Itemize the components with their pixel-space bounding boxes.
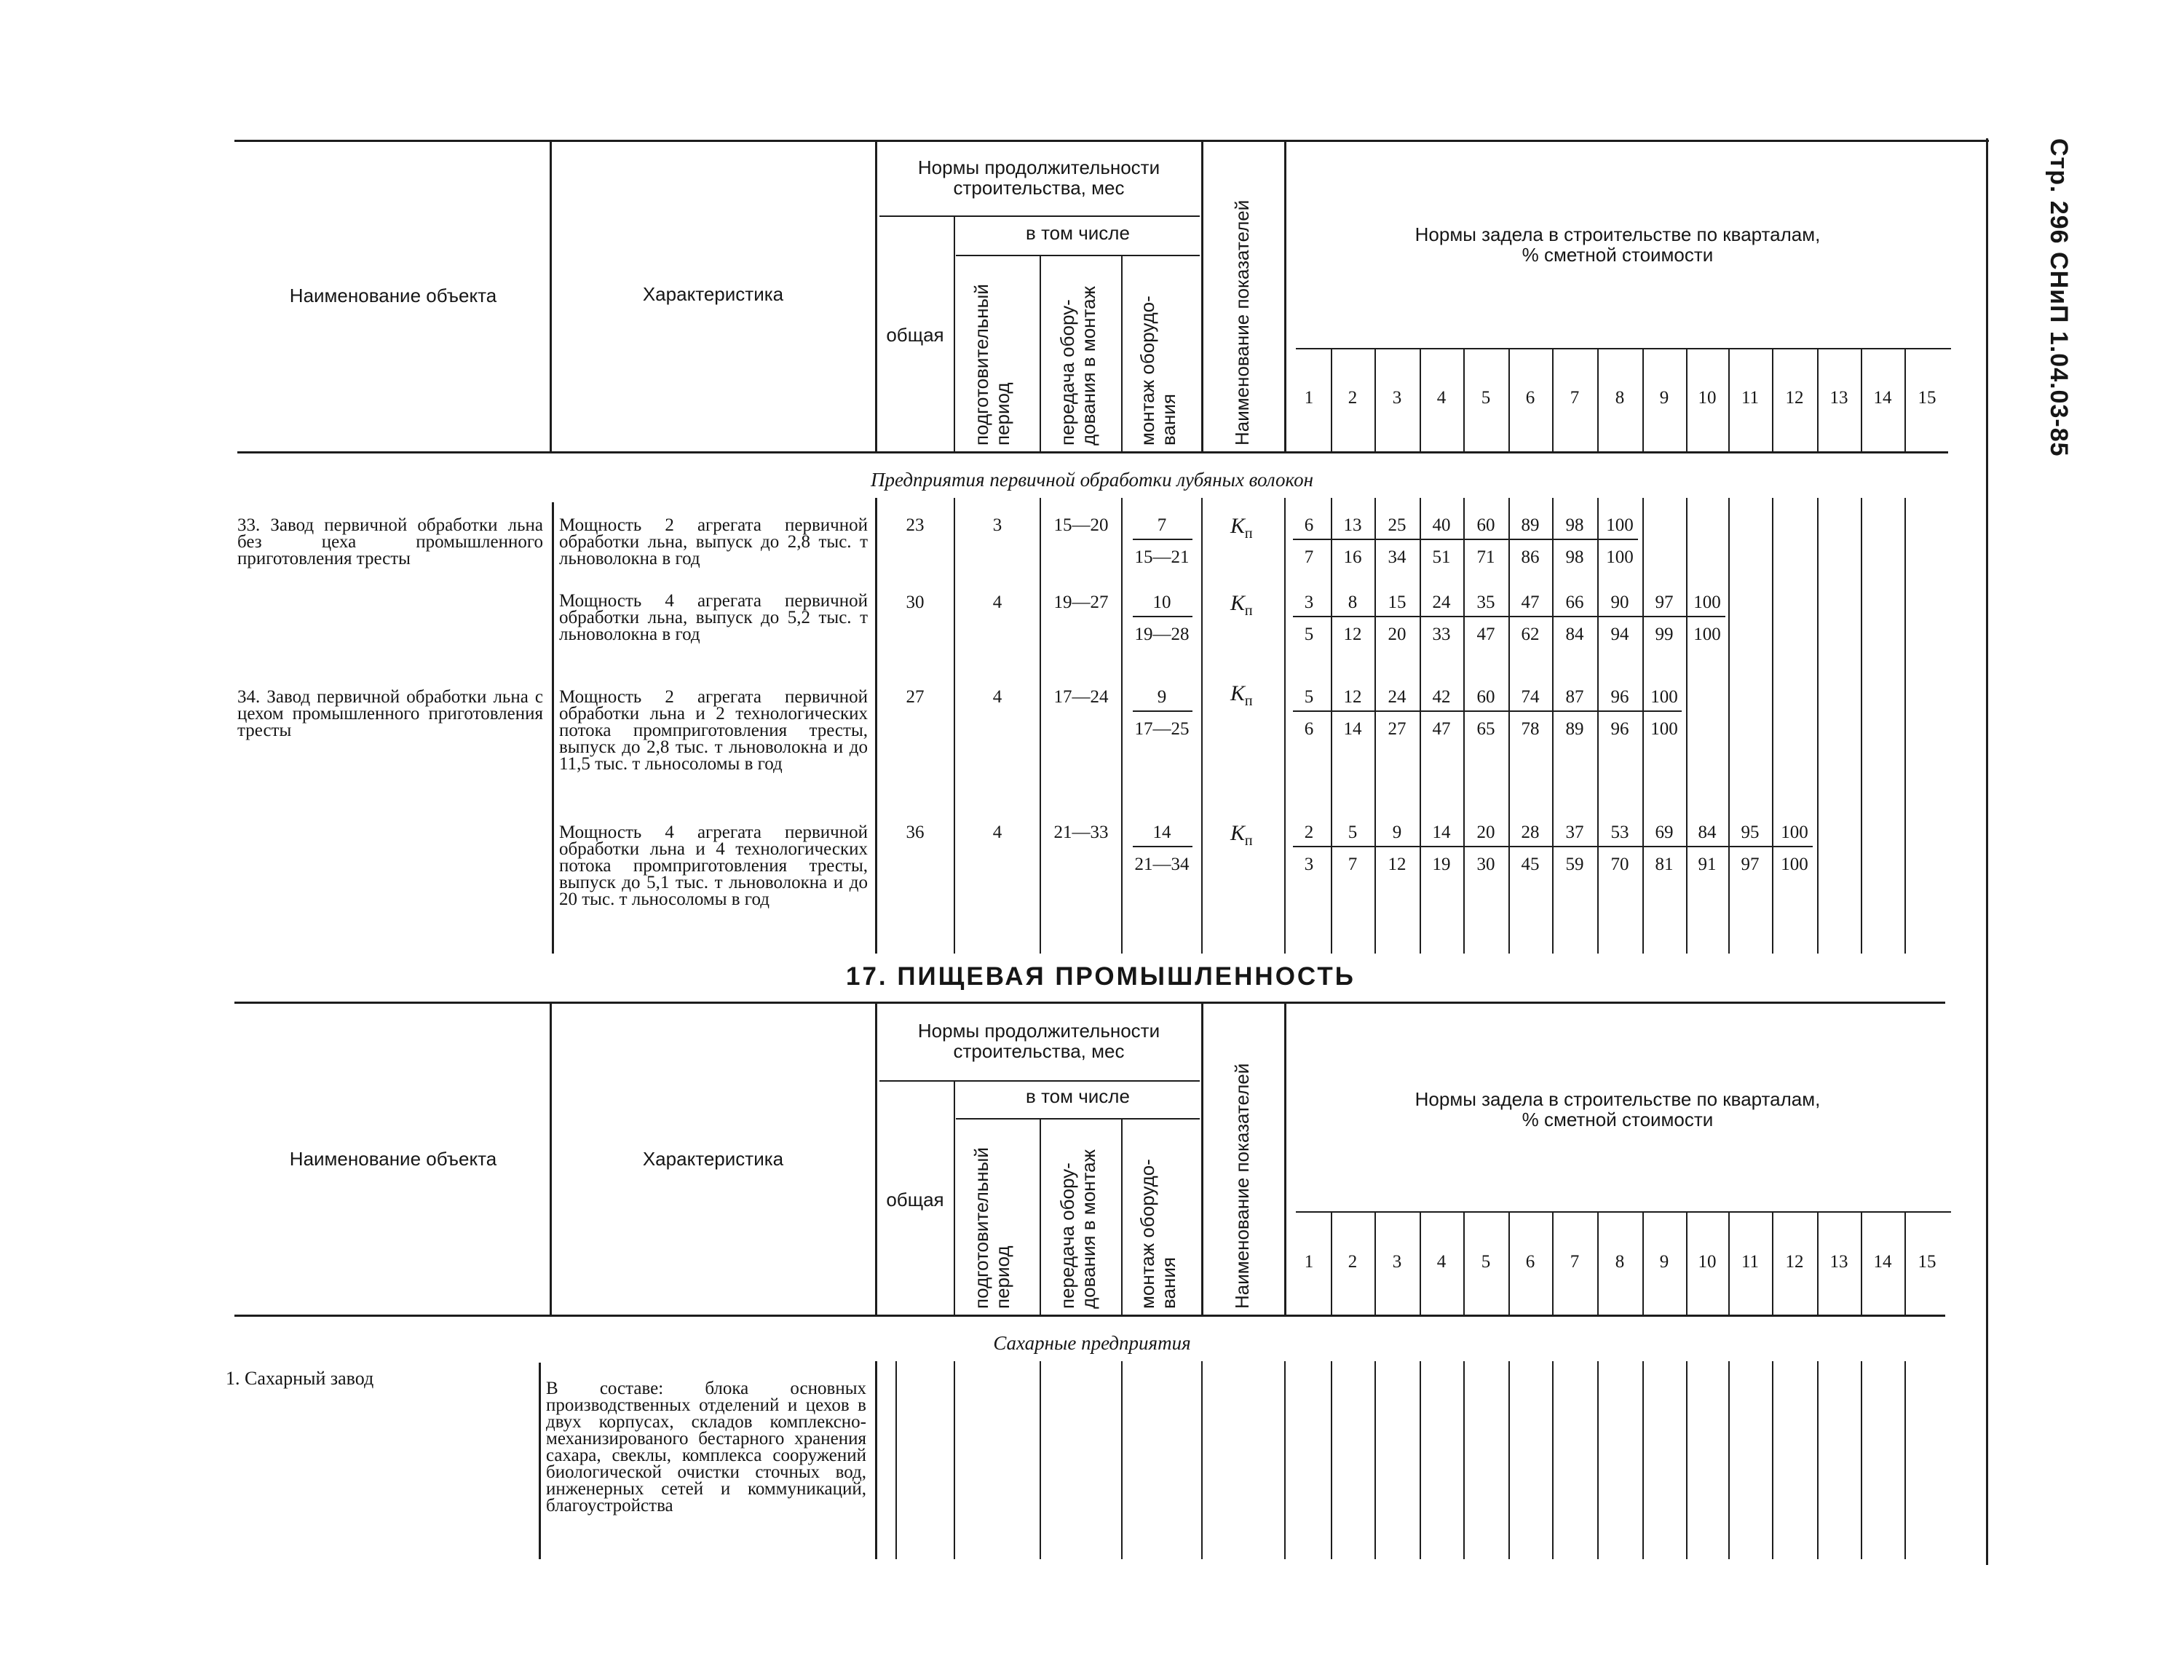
total-duration: 30 [906, 593, 925, 612]
backlog-bottom: 34 [1388, 547, 1406, 567]
body1-col-divider [1772, 498, 1773, 954]
quarter-number: 5 [1481, 388, 1491, 408]
backlog-bottom: 91 [1698, 855, 1717, 874]
header-transfer: передача обору- дования в монтаж [1056, 286, 1099, 445]
object-sugar-plant-characteristic: В составе: блока основных производственных отделений и цехов в двух корпусах, складов комплексно-механизированого бестарного хранения сахара, свеклы, комплекса сооружений биологической очистки сточных вод, инженерных сетей и коммуникаций, благоустройства [546, 1379, 866, 1515]
fraction-bar [1133, 539, 1192, 540]
backlog-bottom: 14 [1343, 719, 1362, 739]
backlog-top: 90 [1610, 593, 1629, 612]
body2-col-divider [875, 1361, 877, 1559]
header-total: общая [886, 1189, 944, 1211]
quarter-number: 7 [1570, 388, 1580, 408]
indicator-kp: $К_п$ [1230, 681, 1253, 709]
body1-col-divider [1284, 498, 1286, 954]
backlog-bottom: 5 [1304, 625, 1314, 644]
backlog-bottom: 45 [1521, 855, 1540, 874]
body2-col-divider [1642, 1361, 1644, 1559]
table2-top-rule [234, 1002, 1945, 1004]
assembly-top: 7 [1157, 515, 1167, 535]
body1-col-divider [1861, 498, 1862, 954]
body2-col-divider [1420, 1361, 1421, 1559]
equipment-transfer: 17—24 [1053, 687, 1109, 707]
backlog-top: 60 [1476, 687, 1495, 707]
assembly-bottom: 15—21 [1134, 547, 1190, 567]
equipment-transfer: 15—20 [1053, 515, 1109, 535]
prep-period: 3 [992, 515, 1002, 535]
fraction-bar [1133, 846, 1192, 847]
header-object-name: Наименование объекта [289, 285, 497, 306]
header-indicator: Наименование показателей [1231, 1063, 1253, 1309]
backlog-bottom: 71 [1476, 547, 1495, 567]
quarter-number: 14 [1873, 1252, 1892, 1272]
backlog-bottom: 47 [1432, 719, 1451, 739]
backlog-bottom: 51 [1432, 547, 1451, 567]
backlog-bottom: 100 [1606, 547, 1634, 567]
quarter-number: 10 [1698, 1252, 1717, 1272]
assembly-top: 10 [1152, 593, 1171, 612]
backlog-bottom: 98 [1565, 547, 1584, 567]
backlog-top: 28 [1521, 823, 1540, 842]
object-34-variant-1-characteristic: Мощность 2 агрегата первичной обработки льна и 2 технологических потока промприготовления тресты, выпуск до 2,8 тыс. т льноволокна и до 11,5 тыс. т льносоломы в год [559, 687, 868, 774]
backlog-top: 37 [1565, 823, 1584, 842]
header-duration-line1: Нормы продолжительности [917, 1020, 1160, 1042]
backlog-top: 53 [1610, 823, 1629, 842]
prep-period: 4 [992, 593, 1002, 612]
quarter-number: 4 [1436, 388, 1447, 408]
backlog-top: 89 [1521, 515, 1540, 535]
header-assembly: монтаж оборудо- вания [1136, 1159, 1179, 1309]
table2-col-divider [1121, 1120, 1123, 1315]
quarter-number: 2 [1348, 388, 1358, 408]
backlog-top: 3 [1304, 593, 1314, 612]
backlog-bottom: 3 [1304, 855, 1314, 874]
backlog-top: 100 [1650, 687, 1678, 707]
section2-subtitle: Сахарные предприятия [993, 1332, 1191, 1354]
object-33-name: 33. Завод первичной обработки льна без цеха промышленного приготовления тресты [237, 515, 543, 568]
backlog-bottom: 33 [1432, 625, 1451, 644]
body2-col-divider [539, 1363, 541, 1559]
fraction-bar [1293, 616, 1725, 617]
backlog-top: 66 [1565, 593, 1584, 612]
backlog-top: 35 [1476, 593, 1495, 612]
header-duration-line2: строительства, мес [953, 1040, 1125, 1062]
quarter-number: 11 [1741, 388, 1760, 408]
body2-col-divider [1508, 1361, 1510, 1559]
backlog-bottom: 100 [1693, 625, 1721, 644]
backlog-bottom: 27 [1388, 719, 1406, 739]
object-34-variant-2-characteristic: Мощность 4 агрегата первичной обработки льна и 4 технологических потока промприготовления тресты, выпуск до 5,1 тыс. т льноволокна и до 20 тыс. т льносоломы в год [559, 823, 868, 909]
header-including: в том числе [1026, 1085, 1130, 1107]
right-margin-rule [1986, 138, 1988, 1565]
backlog-top: 98 [1565, 515, 1584, 535]
backlog-bottom: 78 [1521, 719, 1540, 739]
object-sugar-plant-name: 1. Сахарный завод [226, 1368, 374, 1389]
body1-col-divider [1904, 498, 1906, 954]
body1-col-divider [875, 498, 877, 954]
backlog-top: 24 [1432, 593, 1451, 612]
header-characteristic: Характеристика [642, 1148, 784, 1170]
body1-col-divider [1817, 498, 1819, 954]
body2-col-divider [1040, 1361, 1041, 1559]
backlog-bottom: 6 [1304, 719, 1314, 739]
fraction-bar [1293, 846, 1813, 847]
backlog-bottom: 59 [1565, 855, 1584, 874]
backlog-top: 15 [1388, 593, 1406, 612]
quarter-number: 13 [1829, 1252, 1848, 1272]
body1-col-divider [1728, 498, 1730, 954]
table1-top-rule [234, 140, 1989, 142]
total-duration: 27 [906, 687, 925, 707]
backlog-bottom: 84 [1565, 625, 1584, 644]
body2-col-divider [1817, 1361, 1819, 1559]
quarter-number: 1 [1304, 388, 1314, 408]
header-transfer: передача обору- дования в монтаж [1056, 1149, 1099, 1309]
table2-col-divider [1040, 1120, 1041, 1315]
object-33-variant-1-characteristic: Мощность 2 агрегата первичной обработки льна, выпуск до 2,8 тыс. т льноволокна в год [559, 515, 868, 568]
indicator-kp: $К_п$ [1230, 821, 1253, 849]
backlog-bottom: 97 [1741, 855, 1760, 874]
body2-col-divider [1552, 1361, 1554, 1559]
backlog-top: 97 [1655, 593, 1674, 612]
backlog-top: 25 [1388, 515, 1406, 535]
backlog-top: 20 [1476, 823, 1495, 842]
body1-col-divider [1201, 498, 1203, 954]
body2-col-divider [1861, 1361, 1862, 1559]
body1-col-divider [954, 498, 955, 954]
backlog-top: 96 [1610, 687, 1629, 707]
body1-col-divider [552, 502, 554, 954]
header-backlog-line2: % сметной стоимости [1522, 244, 1714, 266]
backlog-bottom: 86 [1521, 547, 1540, 567]
backlog-top: 74 [1521, 687, 1540, 707]
quarter-number: 3 [1392, 388, 1402, 408]
object-34-name: 34. Завод первичной обработки льна с цехом промышленного приготовления тресты [237, 687, 543, 740]
quarter-number: 3 [1392, 1252, 1402, 1272]
quarter-number: 6 [1525, 1252, 1535, 1272]
header-prep-period: подготовительный период [970, 284, 1013, 445]
table1-col-divider [1284, 142, 1286, 451]
table1-col-divider [1121, 256, 1123, 451]
table2-col-divider [1284, 1004, 1286, 1315]
backlog-top: 5 [1348, 823, 1358, 842]
backlog-top: 100 [1693, 593, 1721, 612]
section1-subtitle: Предприятия первичной обработки лубяных волокон [871, 469, 1313, 491]
body2-col-divider [954, 1361, 955, 1559]
body2-col-divider [1463, 1361, 1465, 1559]
backlog-bottom: 81 [1655, 855, 1674, 874]
header-assembly: монтаж оборудо- вания [1136, 296, 1179, 445]
body2-col-divider [1284, 1361, 1286, 1559]
body2-col-divider [1904, 1361, 1906, 1559]
body2-col-divider [1686, 1361, 1688, 1559]
quarter-number: 2 [1348, 1252, 1358, 1272]
backlog-top: 42 [1432, 687, 1451, 707]
table2-duration-rule [879, 1080, 1200, 1082]
backlog-bottom: 12 [1343, 625, 1362, 644]
table2-col-divider [1201, 1004, 1203, 1315]
header-backlog-line1: Нормы задела в строительстве по кварталам, [1415, 223, 1821, 245]
indicator-kp: $К_п$ [1230, 514, 1253, 542]
quarter-number: 7 [1570, 1252, 1580, 1272]
assembly-bottom: 17—25 [1134, 719, 1190, 739]
backlog-bottom: 16 [1343, 547, 1362, 567]
header-object-name: Наименование объекта [289, 1148, 497, 1170]
table1-col-divider [1040, 256, 1041, 451]
fraction-bar [1133, 710, 1192, 712]
table1-col-divider [1201, 142, 1203, 451]
table2-header-bottom-rule [234, 1315, 1945, 1317]
backlog-bottom: 12 [1388, 855, 1406, 874]
header-backlog-line1: Нормы задела в строительстве по кварталам, [1415, 1088, 1821, 1110]
backlog-top: 47 [1521, 593, 1540, 612]
backlog-top: 100 [1781, 823, 1808, 842]
quarter-number: 10 [1698, 388, 1717, 408]
backlog-top: 24 [1388, 687, 1406, 707]
body2-col-divider [895, 1361, 897, 1559]
backlog-top: 6 [1304, 515, 1314, 535]
quarter-number: 13 [1829, 388, 1848, 408]
backlog-top: 5 [1304, 687, 1314, 707]
quarter-number: 15 [1918, 388, 1936, 408]
backlog-bottom: 30 [1476, 855, 1495, 874]
backlog-bottom: 100 [1650, 719, 1678, 739]
assembly-top: 9 [1157, 687, 1167, 707]
body2-col-divider [1772, 1361, 1773, 1559]
body2-col-divider [1728, 1361, 1730, 1559]
backlog-bottom: 99 [1655, 625, 1674, 644]
prep-period: 4 [992, 823, 1002, 842]
quarter-number: 5 [1481, 1252, 1491, 1272]
assembly-top: 14 [1152, 823, 1171, 842]
quarter-number: 14 [1873, 388, 1892, 408]
quarter-number: 12 [1785, 1252, 1804, 1272]
backlog-top: 95 [1741, 823, 1760, 842]
equipment-transfer: 19—27 [1053, 593, 1109, 612]
header-total: общая [886, 324, 944, 346]
table2-quarters-rule [1296, 1211, 1951, 1213]
backlog-bottom: 94 [1610, 625, 1629, 644]
page-label: Стр. 296 СНиП 1.04.03-85 [2045, 138, 2073, 457]
backlog-top: 12 [1343, 687, 1362, 707]
total-duration: 23 [906, 515, 925, 535]
quarter-number: 9 [1659, 1252, 1669, 1272]
header-indicator: Наименование показателей [1231, 199, 1253, 445]
backlog-top: 14 [1432, 823, 1451, 842]
table1-col-divider [954, 217, 955, 451]
backlog-bottom: 89 [1565, 719, 1584, 739]
body2-col-divider [1597, 1361, 1599, 1559]
backlog-bottom: 62 [1521, 625, 1540, 644]
quarter-number: 15 [1918, 1252, 1936, 1272]
fraction-bar [1293, 710, 1682, 712]
table2-col-divider [954, 1082, 955, 1315]
backlog-bottom: 70 [1610, 855, 1629, 874]
header-including: в том числе [1026, 222, 1130, 244]
quarter-number: 11 [1741, 1252, 1760, 1272]
backlog-bottom: 19 [1432, 855, 1451, 874]
backlog-bottom: 96 [1610, 719, 1629, 739]
backlog-bottom: 65 [1476, 719, 1495, 739]
backlog-bottom: 100 [1781, 855, 1808, 874]
table1-including-rule [956, 255, 1200, 256]
quarter-number: 12 [1785, 388, 1804, 408]
backlog-bottom: 7 [1348, 855, 1358, 874]
section2-title: 17. ПИЩЕВАЯ ПРОМЫШЛЕННОСТЬ [846, 962, 1356, 991]
quarter-number: 8 [1615, 1252, 1625, 1272]
backlog-top: 8 [1348, 593, 1358, 612]
quarter-number: 8 [1615, 388, 1625, 408]
assembly-bottom: 19—28 [1134, 625, 1190, 644]
backlog-top: 84 [1698, 823, 1717, 842]
backlog-top: 87 [1565, 687, 1584, 707]
quarter-number: 4 [1436, 1252, 1447, 1272]
object-33-variant-2-characteristic: Мощность 4 агрегата первичной обработки льна, выпуск до 5,2 тыс. т льноволокна в год [559, 591, 868, 644]
body2-col-divider [1201, 1361, 1203, 1559]
body1-col-divider [1040, 498, 1041, 954]
table2-including-rule [956, 1118, 1200, 1120]
backlog-top: 69 [1655, 823, 1674, 842]
header-prep-period: подготовительный период [970, 1147, 1013, 1309]
body2-col-divider [1374, 1361, 1376, 1559]
table1-quarters-rule [1296, 348, 1951, 349]
assembly-bottom: 21—34 [1134, 855, 1190, 874]
header-duration-line2: строительства, мес [953, 177, 1125, 199]
backlog-top: 60 [1476, 515, 1495, 535]
equipment-transfer: 21—33 [1053, 823, 1109, 842]
table1-duration-rule [879, 215, 1200, 217]
backlog-top: 13 [1343, 515, 1362, 535]
quarter-number: 9 [1659, 388, 1669, 408]
backlog-top: 100 [1606, 515, 1634, 535]
backlog-bottom: 47 [1476, 625, 1495, 644]
total-duration: 36 [906, 823, 925, 842]
backlog-bottom: 7 [1304, 547, 1314, 567]
fraction-bar [1293, 539, 1638, 540]
header-duration-line1: Нормы продолжительности [917, 156, 1160, 178]
header-characteristic: Характеристика [642, 283, 784, 305]
prep-period: 4 [992, 687, 1002, 707]
header-backlog-line2: % сметной стоимости [1522, 1109, 1714, 1130]
body1-col-divider [1121, 498, 1123, 954]
indicator-kp: $К_п$ [1230, 591, 1253, 619]
quarter-number: 6 [1525, 388, 1535, 408]
backlog-top: 2 [1304, 823, 1314, 842]
fraction-bar [1133, 616, 1192, 617]
table1-header-bottom-rule [237, 451, 1948, 453]
backlog-bottom: 20 [1388, 625, 1406, 644]
quarter-number: 1 [1304, 1252, 1314, 1272]
backlog-top: 40 [1432, 515, 1451, 535]
body2-col-divider [1121, 1361, 1123, 1559]
body1-col-divider [1686, 498, 1688, 954]
backlog-top: 9 [1392, 823, 1402, 842]
body2-col-divider [1331, 1361, 1332, 1559]
